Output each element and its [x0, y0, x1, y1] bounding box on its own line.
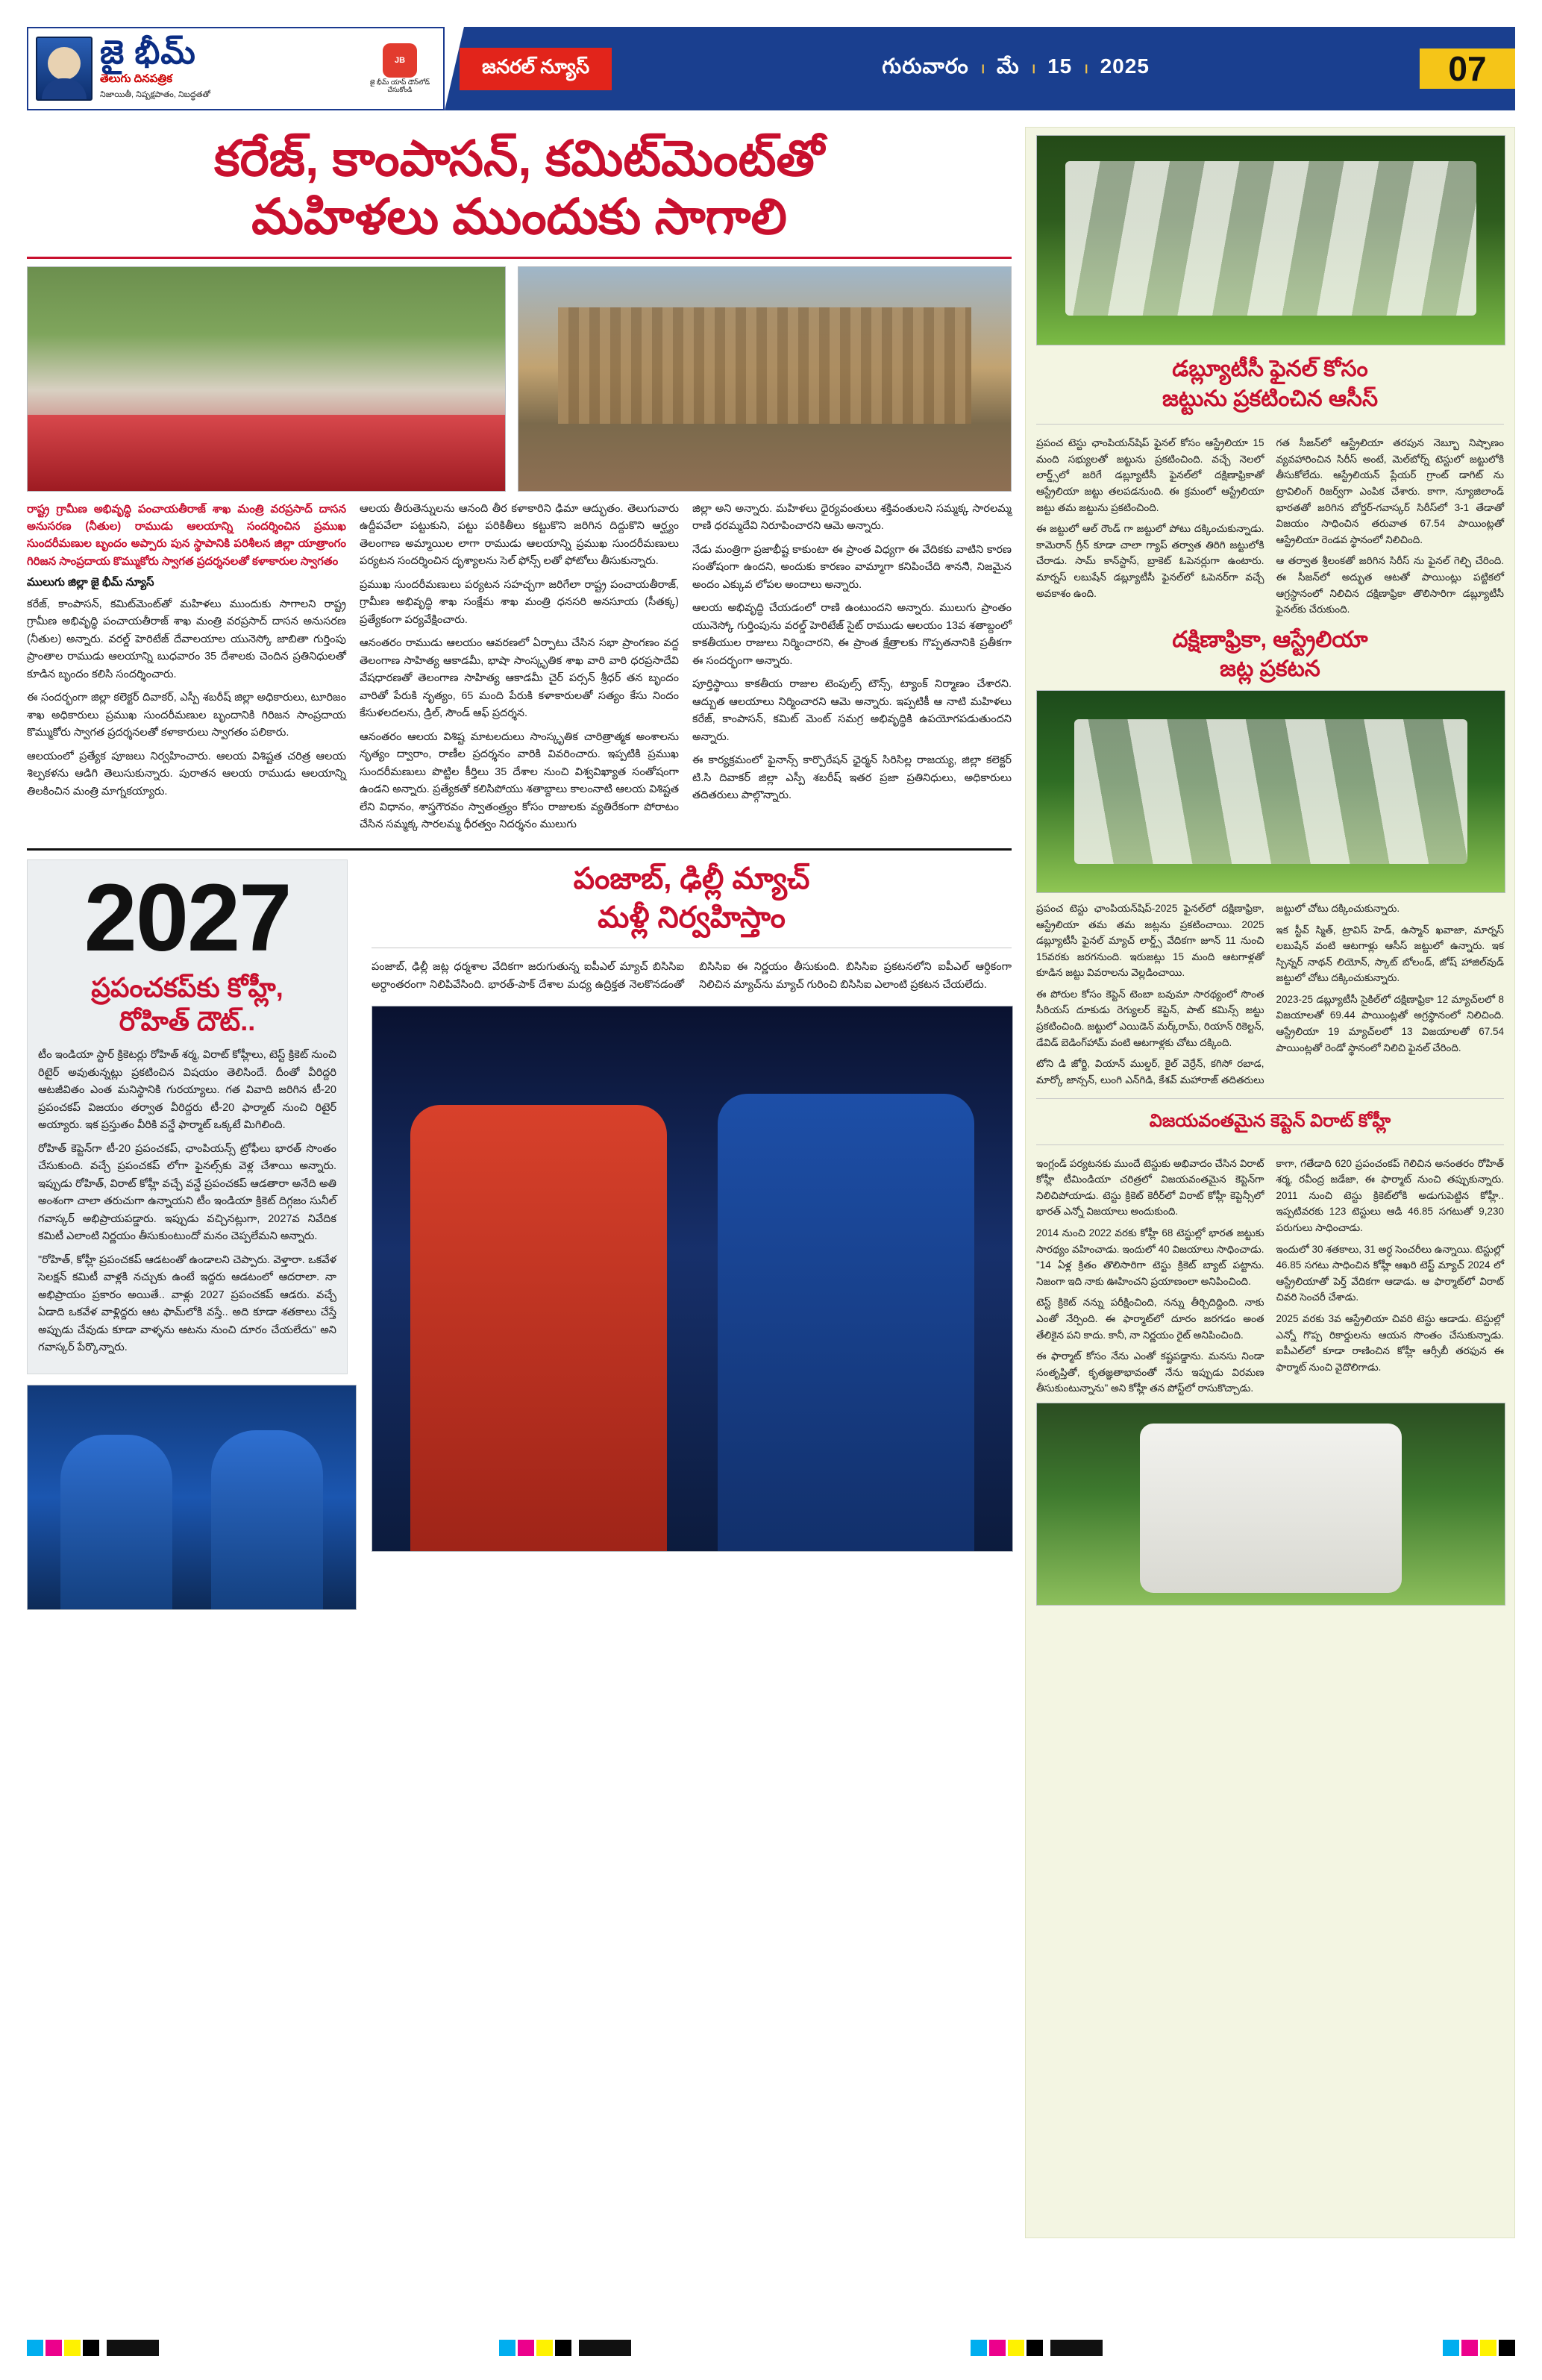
kohli-para: ఇందులో 30 శతకాలు, 31 అర్ధ సెంచరీలు ఉన్నాయి. టెస్టుల్లో 46.85 సగటు సాధించిన కోహ్లీ ఆఖరి టెస్ట్ మ్యాచ్ 2024 లో ఆస్ట్రేలియాతో పెర్త్ వేదికగా ఆడాడు. ఆ ఫార్మాట్‌లో విరాట్ చివరి సెంచరీ చేశాడు. [1276, 1243, 1504, 1303]
color-swatch-yellow [1008, 2340, 1024, 2356]
wtc-para: ఈ జట్టులో ఆల్ రౌండ్ గా జట్టులో పోటు దక్కించుకున్నాడు. కామెరాన్ గ్రీన్ కూడా చాలా గ్యాప్ తర్వాత తిరిగి జట్టులోకి చేరాడు. సామ్ కాన్‌స్టాస్, బ్రాకెట్ ఓపెనర్లుగా ఉంటారు. మార్నస్ లబుషేన్ డబ్ల్యూటీసీ ఫైనల్‌లో ఓపెనర్‌గా వచ్చే అవకాశం ఉంది. [1036, 523, 1264, 599]
lead-para: ఆలయ తీరుతెన్నులను ఆనంది తీర కళాకారిని ఢిమా ఆద్భుతం. తెలుగువారు ఉద్దీపవేలా పట్టుకుని, పట్టు పరికితీలు కట్టుకొని జరిగిన దిద్దుకొని ఆర్ఘ్యం తెలంగాణ అమ్మాయిల లాగా రాముడు ఆలయాన్ని ప్రముఖ సుందరీమణులు పర్యటన సందర్శించిన దృశ్యాలను సెల్ ఫోన్స్ లతో ఫోటోలు తీసుకున్నారు. [360, 502, 679, 568]
date-separator-2: । [1030, 60, 1037, 76]
page-number: 07 [1420, 48, 1515, 89]
publication-date [612, 54, 1420, 84]
app-download-label: జై భీమ్ యాప్ డౌన్‌లోడ్ చేసుకోండి [369, 78, 430, 93]
color-swatch-black [1499, 2340, 1515, 2356]
sa-aus-headline [1036, 625, 1504, 684]
masthead-tagline: నిజాయితీ, నిష్పక్షపాతం, నిబద్ధతతో [100, 90, 210, 99]
lead-para: ఈ కార్యక్రమంలో ఫైనాన్స్ కార్పొరేషన్ ఛైర్మన్ సిరిసిల్ల రాజయ్య, జిల్లా కలెక్టర్ టి.సి దివాకర్ జిల్లా ఎస్పీ శబరీష్ ఇతర ప్రజా ప్రతినిధులు, అధికారులు తదితరులు పాల్గొన్నారు. [692, 754, 1012, 802]
lead-story [27, 130, 1012, 839]
color-swatch-group-3 [971, 2340, 1043, 2356]
color-swatch-black [83, 2340, 99, 2356]
lead-para: ప్రముఖ సుందరీమణులు పర్యటన సహచ్చగా జరిగేలా రాష్ట్ర పంచాయతీరాజ్, గ్రామీణ అభివృద్ధి శాఖ సంక్షేమ శాఖ మంత్రి ధనసరి అనసూయ (సీతక్క) ప్రత్యేకంగా పర్యవేక్షించారు. [360, 578, 679, 626]
lead-para: జిల్లా అని అన్నారు. మహిళలు ధైర్యవంతులు శక్తివంతులని సమ్మక్క సారలమ్మ రాణి ధరమ్మదేవి నిరూపించారని ఆమె అన్నారు. [692, 502, 1012, 533]
year-2027-display: 2027 [84, 865, 291, 972]
temple-photo [518, 266, 1012, 492]
kohli-captain-headline: విజయవంతమైన కెప్టెన్ విరాట్ కోహ్లీ [1149, 1111, 1391, 1132]
lead-para: ఆలయంలో ప్రత్యేక పూజలు నిర్వహించారు. ఆలయ విశిష్టత చరిత్ర ఆలయ శిల్పకళను ఆడిగి తెలుసుకున్నారు. పురాతన ఆలయ రాముడు ఆలయాన్ని తిలకించిన మంత్రి మాగ్నకయ్యారు. [27, 750, 346, 798]
section-badge: జనరల్ న్యూస్ [460, 48, 612, 90]
kohli-rule-top [1036, 1098, 1504, 1099]
ipl-captains-handshake-photo [372, 1006, 1013, 1552]
punjab-para: పంజాబ్, ఢిల్లీ జట్ల ధర్మశాల వేదికగా జరుగుతున్న ఐపీఎల్ మ్యాచ్ బిసిసిఐ అర్ధాంతరంగా నిలిపివేసింది. భారత్-పాక్ దేశాల మధ్య ఉద్రిక్తత నెలకొనడంతో బిసిసిఐ ఈ నిర్ణయం తీసుకుంది. బిసిసిఐ ప్రకటనలోని ఐపీఎల్ ఆర్ధికంగా నిలిచిన మ్యాచ్‌ను మ్యాచ్ గురించి బిసిసిఐ ఎలాంటి ప్రకటన చేయలేదు. [372, 961, 1012, 991]
punjab-body [372, 959, 1012, 997]
lead-headline-line2: మహిళలు ముందుకు సాగాలి [251, 188, 787, 244]
lead-caption: రాష్ట్ర గ్రామీణ అభివృద్ధి పంచాయతీరాజ్ శాఖ మంత్రి వరప్రసాద్ దాసన అనుసరణ (నీతుల) రాముడు ఆలయాన్ని సందర్శించిన ప్రముఖ సుందరీమణుల బృందం అప్పారు పున స్థాపానికి పరిశీలన జిల్లా యాత్రాంగం గిరిజన సాంప్రదాయ కొమ్ముకోరు స్వాగత ప్రదర్శనలతో కళాకారుల స్వాగతం [27, 502, 346, 568]
lead-headline-line1: కరేజ్, కాంపాసన్, కమిట్‌మెంట్‌తో [214, 131, 824, 186]
sa-para: 2023-25 డబ్ల్యూటీసీ సైకిల్‌లో దక్షిణాఫ్రికా 12 మ్యాచ్‌లలో 8 విజయాలతో 69.44 పాయింట్లతో అగ్రస్థానంలో నిలిచింది. ఆస్ట్రేలియా 19 మ్యాచ్‌లలో 13 విజయాలతో 67.54 పాయింట్లతో రెండో స్థానంలో నిలిచి ఫైనల్ చేరింది. [1276, 993, 1504, 1053]
lead-para: ఆనంతరం రాముడు ఆలయం ఆవరణలో ఏర్పాటు చేసిన సభా ప్రాంగణం వద్ద తెలంగాణ సాహిత్య ఆకాడమీ, భాషా సాంస్కృతిక శాఖ వారి వారి ధరప్రసాదేవి వేషధారణతో తెలంగాణ సాహిత్య ఆకాడమీ చైర్ పర్సన్ శ్రీధర్ తన బృందం వారితో పేరుకి నృత్యం, 65 మంది పేరుకి కళాకారులతో సత్యం కేసు నిందం కేసుళలదలను, డ్రిల్, సౌండ్ ఆఫ్ ప్రదర్శన. [360, 637, 679, 720]
app-download-badge[interactable] [364, 43, 436, 94]
lead-para: ఆలయ అభివృద్ధి చేయడంలో రాణి ఉంటుందని అన్నారు. ములుగు ప్రాంతం యునెస్కో గుర్తింపును వరల్డ్ హెరిటేజ్ సైట్ రాముడు ఆలయం 13వ శతాబ్దంలో కాకతీయుల రాజులు నిర్మించారని, ఈ ప్రాంత క్షేత్రాలకు గొప్పతనానికి ప్రతీకగా ఈ సందర్భంగా అన్నారు. [692, 602, 1012, 667]
story-2027-box [27, 859, 348, 1374]
masthead [27, 27, 1515, 110]
kohli-para: ఇంగ్లండ్ పర్యటనకు ముందే టెస్టుకు అభివాదం చేసిన విరాట్ కోహ్లీ టీమిండియా చరిత్రలో విజయవంతమైన కెప్టెన్‌గా నిలిచిపోయాడు. టెస్టు క్రికెట్ కెరీర్‌లో విరాట్ కోహ్లీ కెప్టెన్సీలో భారత్ ఎన్నో విజయాలు అందుకుంది. [1036, 1157, 1264, 1218]
kohli-para: కాగా, గతేడాది 620 ప్రపంచంకప్ గెలిచిన అనంతరం రోహిత్ శర్మ, రవీంద్ర జడేజా, ఈ ఫార్మాట్ నుంచి తప్పుకున్నారు. 2011 నుంచి టెస్టు క్రికెట్‌లోకి అడుగుపెట్టిన కోహ్లీ.. ఇప్పటివరకు 123 టెస్టులు ఆడి 46.85 సగటుతో 9,230 పరుగులు సాధించాడు. [1276, 1157, 1504, 1233]
color-swatch-cyan [971, 2340, 987, 2356]
australia-team-celebration-photo [1036, 135, 1505, 345]
color-swatch-group-2 [499, 2340, 571, 2356]
punjab-headline-line1: పంజాబ్, ఢిల్లీ మ్యాచ్ [573, 862, 810, 896]
color-swatch-magenta [46, 2340, 62, 2356]
kohli-para: టెస్ట్ క్రికెట్ నన్ను పరీక్షించింది, నన్ను తీర్చిదిద్దింది. నాకు ఎంతో నేర్పింది. ఈ ఫార్మాట్‌లో దూరం జరగడం అంత తేలికైన పని కాదు. కానీ, నా నిర్ణయం రైట్ అనిపించింది. [1036, 1297, 1264, 1341]
registration-block-1 [107, 2340, 159, 2356]
story-2027-subhead-line2: రోహిత్ దౌట్.. [119, 1006, 256, 1037]
kohli-para: ఈ ఫార్మాట్ కోసం నేను ఎంతో కష్టపడ్డాను. మనసు నిండా సంతృప్తితో, కృతజ్ఞతాభావంతో నేను ఇప్పుడు విరమణ తీసుకుంటున్నాను" అని కోహ్లీ తన పోస్ట్‌లో రాసుకొచ్చాడు. [1036, 1350, 1264, 1394]
color-swatch-magenta [989, 2340, 1006, 2356]
date-separator-1: । [980, 60, 986, 76]
color-swatch-group-4 [1443, 2340, 1515, 2356]
section-divider [27, 848, 1012, 851]
wtc-para: ఆ తర్వాత శ్రీలంకతో జరిగిన సిరీస్ ను ఫైనల్ గెల్చి చేరింది. ఈ సీజన్‌లో అద్భుత ఆటతో పాయింట్లు పట్టికలో ఆగ్రస్థానంలో నిలిచిన దక్షిణాఫ్రికా తొలిసారిగా డబ్ల్యూటీసీ ఫైనల్‌కు చేరుకుంది. [1276, 555, 1504, 616]
lead-para: ఆనంతరం ఆలయ విశిష్ట మాటలదులు సాంస్కృతిక చారిత్రాత్మక అంశాలను నృత్యం ద్వారాం, రాణీల ప్రదర్శనం వారికి వివరించారు. ఇప్పటికి ప్రముఖ సుందరీమణులు పొట్టిల కీర్తిలు 35 దేశాల నుంచి విశ్వవిఖ్యాత సంతోషంగా ఉండని అన్నారు. ప్రత్యేకతో కలిసిపోయు శతాబ్దాలు కాలంనాటి ఆలయ విశిష్టత లేని విధానం, శాస్త్రగౌరవం స్వాతంత్ర్యం కోసం రాజులకు వ్యతిరేకంగా పోరాటం చేసిన సమ్మక్క సారలమ్మ ధీరత్వం నిదర్శనం ములుగు [360, 730, 679, 830]
wtc-para: గత సీజన్‌లో ఆస్ట్రేలియా తరపున నెబ్బూ నిష్పాణం వ్యవహారించిన సిరీస్ అంటే, మెల్‌బోర్న్ టెస్టులో జట్టులోకి తీసుకోలేదు. ఆస్ట్రేలియన్ ప్లేయర్ గ్రాంట్ డాగిట్ ను ట్రావిలింగ్ రిజర్వ్‌గా ఎంపిక చేశారు. కాగా, న్యూజిలాండ్ భారతతో జరిగిన బోర్డర్-గవాస్కర్ సిరీస్‌లో 3-1 తేడాతో విజయం సాధించిన తరువాత 67.54 పాయింట్లతో ఆస్ట్రేలియా రెండవ స్థానంలో నిలిచింది. [1276, 437, 1504, 545]
wtc-final-body [1036, 435, 1504, 618]
story-2027-para: టీం ఇండియా స్టార్ క్రికెటర్లు రోహిత్ శర్మ, విరాట్ కోహ్లీలు, టెస్ట్ క్రికెట్ నుంచి రిటైర్ అవుతున్నట్లు ప్రకటించిన విషయం తెలిసిందే. దీంతో వీరిద్దరి ఆటజీవితం ఎంత మనిస్థానికి గురయ్యాలు. గత వివాది జరిగిన టీ-20 ప్రపంచకప్ విజయం తర్వాత వీరిద్దరు టీ-20 ఫార్మాట్ నుంచి రిటైర్ అయ్యారు. ఇక ప్రస్తుతం వీరికి వన్డే ఫార్మాట్ ఒక్కటే మిగిలింది. [38, 1049, 336, 1132]
sa-para: ప్రపంచ టెస్టు ఛాంపియన్‌షిప్-2025 ఫైనల్‌లో దక్షిణాఫ్రికా, ఆస్ట్రేలియా తమ తమ జట్లను ప్రకటించాయి. 2025 డబ్ల్యూటీసీ ఫైనల్ మ్యాచ్ లార్డ్స్ వేదికగా జూన్ 11 నుంచి 15వరకు జరగనుంది. ఇరుజట్లు 15 మంది ఆటగాళ్లతో కూడిన జట్టు వివరాలను వెల్లడించాయి. [1036, 902, 1264, 979]
print-registration-bar [27, 2335, 1515, 2361]
masthead-subtitle: తెలుగు దినపత్రిక [100, 72, 172, 85]
sa-aus-body [1036, 901, 1504, 1089]
kohli-rule-bottom [1036, 1144, 1504, 1145]
virat-kohli-batting-photo [1036, 1403, 1505, 1606]
kohli-rohit-photo [27, 1385, 357, 1610]
story-2027 [27, 859, 355, 1609]
kohli-para: 2025 వరకు 3వ ఆస్ట్రేలియా చివరి టెస్టు ఆడాడు. టెస్టుల్లో ఎన్నో గొప్ప రికార్డులను ఆయన సొంతం చేసుకున్నాడు. ఐపీఎల్‌లో కూడా రాణించిన కోహ్లీ ఆర్సీబీ తరఫున ఈ ఫార్మాట్ నుంచి వైదొలిగాడు. [1276, 1312, 1504, 1373]
headline-rule [27, 257, 1012, 259]
registration-block-3 [1050, 2340, 1103, 2356]
color-swatch-yellow [536, 2340, 553, 2356]
lead-para: నేడు మంత్రిగా ప్రజాభీష్ట కాకుంటా ఈ ప్రాంత విధ్యగా ఈ వేదికకు వాటిని కారణ సంతోషంగా ఉందని, అందుకు కారణం వామ్మాగా కనిపించేది శాననిి, నిజమైన అందం ఎక్కువ లోపల అందాలు అన్నారు. [692, 543, 1012, 591]
south-africa-team-celebration-photo [1036, 690, 1505, 893]
sa-para: ఇక స్టీవ్ స్మిత్, ట్రావిస్ హెడ్, ఉస్మాన్ ఖవాజా, మార్నస్ లబుషేన్ వంటి ఆటగాళ్లు ఆసీస్ జట్టులో ఉన్నారు. ఇక స్పిన్నర్ నాథన్ లియోన్, స్కాట్ బోలండ్, జోష్ హాజిల్‌వుడ్ జట్టులో చోటు దక్కించుకున్నారు. [1276, 924, 1504, 984]
lead-body-col2 [360, 501, 679, 834]
kohli-captain-body [1036, 1156, 1504, 1397]
date-day-number: 15 [1047, 54, 1073, 78]
sa-aus-headline-line1: దక్షిణాఫ్రికా, ఆస్ట్రేలియా [1172, 627, 1368, 652]
punjab-headline [372, 859, 1012, 937]
color-swatch-cyan [1443, 2340, 1459, 2356]
story-2027-body [38, 1047, 336, 1356]
parade-photo [27, 266, 506, 492]
color-swatch-cyan [27, 2340, 43, 2356]
sa-para: టోని డి జోర్జి, వియాన్ ముల్డర్, కైల్ వెర్రేన్, కగిసో రబాడ, మార్కో జాన్సన్, లుంగి ఎన్‌గిడి, కేశవ్ మహారాజ్ తదితరులు జట్టులో చోటు దక్కించుకున్నారు. [1036, 902, 1400, 1086]
wtc-final-headline-line1: డబ్ల్యూటీసీ ఫైనల్ కోసం [1172, 357, 1368, 381]
color-swatch-black [1027, 2340, 1043, 2356]
date-month: మే [997, 54, 1020, 78]
date-day: గురువారం [882, 54, 969, 78]
masthead-bar [445, 27, 1515, 110]
lead-byline: ములుగు జిల్లా జై భీమ్ న్యూస్ [27, 575, 154, 589]
registration-block-2 [579, 2340, 631, 2356]
main-content-area [27, 127, 1012, 1610]
lead-para: ఈ సందర్భంగా జిల్లా కలెక్టర్ దివాకర్, ఎస్పీ శబరీష్ జిల్లా అధికారులు, టూరిజం శాఖ అధికారులు ప్రముఖ సుందరీమణుల బృందానికి గిరిజన సాంప్రదాయ కొమ్ముకోరు స్వాగత ప్రదర్శనలతో కళాకారులు స్వాగతం పలికారు. [27, 692, 346, 739]
color-swatch-black [555, 2340, 571, 2356]
lead-para: కరేజ్, కాంపాసన్, కమిట్‌మెంట్‌తో మహిళలు ముందుకు సాగాలని రాష్ట్ర గ్రామీణ అభివృద్ధి పంచాయతీరాజ్ శాఖ మంత్రి వరప్రసాద్ దాసన అనుసరణ (నీతుల) అన్నారు. వరల్డ్ హెరిటేజ్ దేవాలయాల యునెస్కో జాబితా గుర్తింపు ప్రాంతాల రాముడు ఆలయాన్ని బుధవారం 35 దేశాలకు చెందిన ప్రతినిధులతో కూడిన బృందం కలిసి సందర్శించారు. [27, 598, 346, 680]
story-2027-para: "రోహిత్, కోహ్లీ ప్రపంచకప్ ఆడటంతో ఉండాలని చెప్పారు. వెళ్తారా. ఒకవేళ సెలక్షన్ కమిటీ వాళ్లకి నచ్చుకు ఉంటే ఇద్దరు ఆడటంలో ఆదరాలా. నా అభిప్రాయం ప్రకారం అయితే.. వాళ్లు 2027 ప్రపంచకప్ ఆడరు. వచ్చే ఏడాది ఒకవేళ వాళ్లిద్దరు ఆట ఫామ్‌లోకి వస్తే.. అది కూడా శతకాలు చేస్తే అప్పుడు చేవుడు కూడా వాళ్ళను ఆటను నుంచి దూరం చేయలేదు" అని గవాస్కర్ పేర్కొన్నారు. [38, 1253, 336, 1354]
sa-para: ఈ పోరుల కోసం కెప్టెన్ టెంబా బవుమా సారథ్యంలో సొంత సీరియస్ దూకుడు రెగ్యులర్ కెప్టెన్, పాట్ కమిన్స్ జట్టు ప్రకటించింది. జట్టులో ఎయిడెన్ మర్క్‌రామ్, రియాన్ రికెల్టన్, డేవిడ్ బెడింగ్‌హామ్ వంటి ఆటగాళ్లకు చోటు దక్కింది. [1036, 988, 1264, 1048]
right-sidebar-column [1025, 127, 1515, 2238]
wtc-final-headline-line2: జట్టును ప్రకటించిన ఆసీస్ [1162, 386, 1379, 411]
newspaper-app-icon: JB [383, 43, 417, 78]
lead-para: పూర్తిస్థాయి కాకతీయ రాజుల టెంపుల్స్ టౌన్స్, ట్యాంక్ నిర్మాణం చేశారని. ఆద్బుత ఆలయాలు నిర్మించారని ఆమె అన్నారు. ఇప్పటికీ ఆ నాటి మహిళలు కరేజ్, కాంపాసన్, కమిట్ మెంట్ సమగ్ర అభివృద్ధికి ఉపయోగపడుతుందని అన్నారు. [692, 678, 1012, 743]
color-swatch-yellow [1480, 2340, 1496, 2356]
wtc-rule [1036, 424, 1504, 425]
lead-body-col1 [27, 596, 346, 801]
punjab-headline-line2: మళ్లీ నిర్వహిస్తాం [598, 901, 786, 935]
sa-aus-headline-line2: జట్ల ప్రకటన [1220, 657, 1320, 682]
color-swatch-magenta [518, 2340, 534, 2356]
story-punjab-delhi [372, 859, 1012, 1552]
masthead-title: జై భీమ్ [100, 34, 196, 71]
lead-body-col3 [692, 501, 1012, 805]
lead-headline [27, 130, 1012, 246]
color-swatch-magenta [1461, 2340, 1478, 2356]
ambedkar-portrait-icon [36, 37, 93, 101]
story-2027-subhead-line1: ప్రపంచకప్‌కు కోహ్లీ, [91, 972, 283, 1003]
color-swatch-group-1 [27, 2340, 99, 2356]
color-swatch-cyan [499, 2340, 515, 2356]
wtc-para: ప్రపంచ టెస్టు ఛాంపియన్‌షిప్ ఫైనల్ కోసం ఆస్ట్రేలియా 15 మంది సభ్యులతో జట్టును ప్రకటించింది. వచ్చే నెలలో లార్డ్స్‌లో జరిగే డబ్ల్యూటీసీ ఫైనల్‌లో దక్షిణాఫ్రికాతో ఆస్ట్రేలియా జట్టు తలపడనుంది. ఈ క్రమంలో ఆస్ట్రేలియా జట్టు తమ జట్టును ప్రకటించింది. [1036, 437, 1264, 513]
kohli-para: 2014 నుంచి 2022 వరకు కోహ్లీ 68 టెస్టుల్లో భారత జట్టుకు సారథ్యం వహించాడు. ఇందులో 40 విజయాలు సాధించాడు. "14 ఏళ్ల క్రితం తొలిసారిగా టెస్టు క్రికెట్ బ్యాట్ పట్టాను. నిజంగా ఇది నాకు ఊహించని ప్రయాణంలా అనిపించింది. [1036, 1227, 1264, 1287]
story-2027-subhead [38, 971, 336, 1038]
story-2027-para: రోహిత్ కెప్టెన్‌గా టీ-20 ప్రపంచకప్, ఛాంపియన్స్ ట్రోఫీలు భారత్ సొంతం చేసుకుంది. వచ్చే ప్రపంచకప్ లోగా ఫైనల్స్‌కు వెళ్ల చేశాయి అన్నారు. ఇప్పుడు రోహిత్, విరాట్ కోహ్లీ వచ్చే వన్డే ప్రపంచకప్ ఆడతారా అనేది అతి అంశంగా చాలా తరుచుగా ఉన్నాయని టీం ఇండియా క్రికెట్ దిగ్గజం సునీల్ గవాస్కర్ అభిప్రాయపడ్డారు. ఇప్పుడు వచ్చినట్లుగా, 2027వ నివేదిక కమిటీ ఎలాంటి నిర్ణయం తీసుకుంటుందో మనం చెప్పలేమని అన్నారు. [38, 1142, 336, 1243]
color-swatch-yellow [64, 2340, 81, 2356]
date-separator-3: । [1083, 60, 1089, 76]
masthead-logo [27, 27, 445, 110]
date-year: 2025 [1100, 54, 1150, 78]
wtc-final-headline [1036, 354, 1504, 413]
